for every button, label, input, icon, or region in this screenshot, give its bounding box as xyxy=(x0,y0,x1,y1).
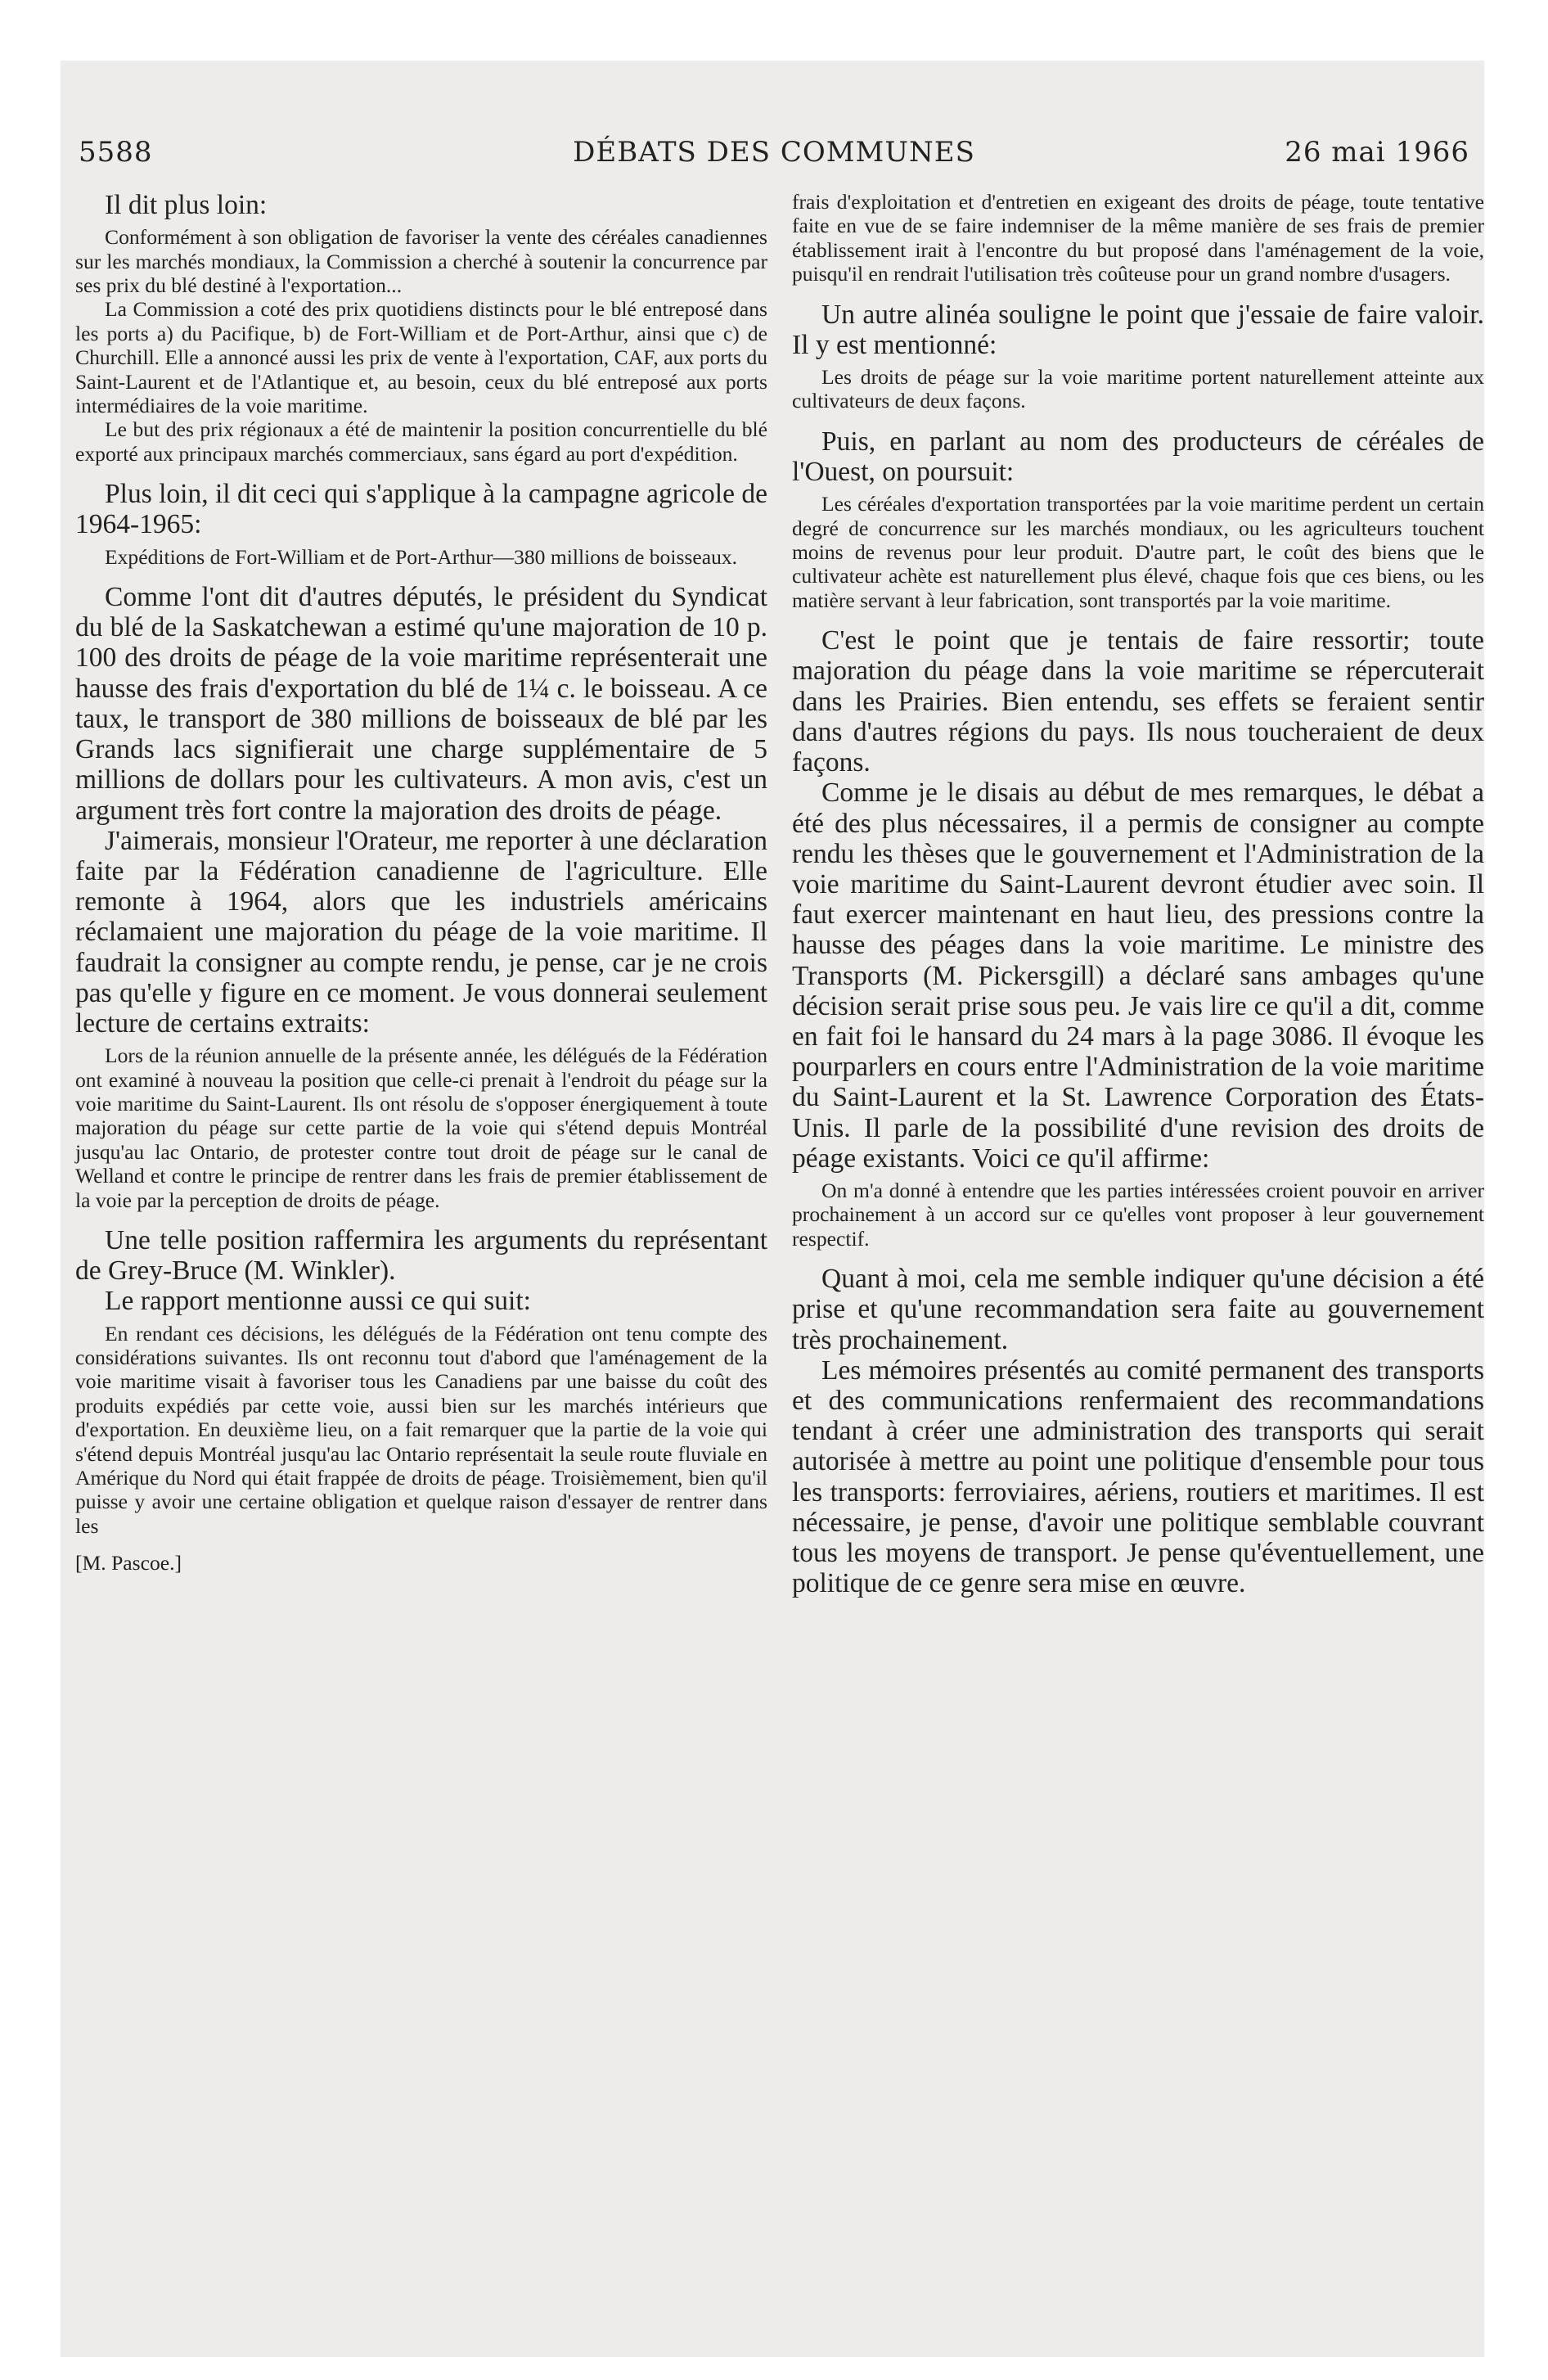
speech-paragraph: Quant à moi, cela me semble indiquer qu'une décision a été prise et qu'une recommandation sera faite au gouvernement très prochainement. xyxy=(792,1264,1484,1355)
left-column xyxy=(75,190,767,1575)
speech-paragraph: J'aimerais, monsieur l'Orateur, me reporter à une déclaration faite par la Fédération canadienne de l'agriculture. Elle remonte à 1964, alors que les industriels américains réclamaient une majoration du péage de la voie maritime. Il faudrait la consigner au compte rendu, je pense, car je ne crois pas qu'elle y figure en ce moment. Je vous donnerai seulement lecture de certains extraits: xyxy=(75,825,767,1039)
speech-paragraph: Un autre alinéa souligne le point que j'essaie de faire valoir. Il y est mentionné: xyxy=(792,299,1484,360)
running-title: DÉBATS DES COMMUNES xyxy=(573,136,975,169)
speech-paragraph: Puis, en parlant au nom des producteurs de céréales de l'Ouest, on poursuit: xyxy=(792,426,1484,488)
speech-paragraph: C'est le point que je tentais de faire ressortir; toute majoration du péage dans la voie maritime se répercuterait dans les Prairies. Bien entendu, ses effets se feraient sentir dans d'autres régions du pays. Ils nous toucheraient de deux façons. xyxy=(792,625,1484,778)
quoted-paragraph: Les droits de péage sur la voie maritime portent naturellement atteinte aux cultivateurs de deux façons. xyxy=(792,365,1484,413)
speech-paragraph: Une telle position raffermira les arguments du représentant de Grey-Bruce (M. Winkler). xyxy=(75,1224,767,1287)
quoted-paragraph: Le but des prix régionaux a été de maintenir la position concurrentielle du blé exporté aux principaux marchés commerciaux, sans égard au port d'expédition. xyxy=(75,417,767,466)
quoted-paragraph: La Commission a coté des prix quotidiens distincts pour le blé entreposé dans les ports a) du Pacifique, b) de Fort-William et de Port-Arthur, ainsi que c) de Churchill. Elle a annoncé aussi les prix de vente à l'exportation, CAF, aux ports du Saint-Laurent et de l'Atlantique et, au besoin, ceux du blé entreposé aux ports intermédiaires de la voie maritime. xyxy=(75,297,767,418)
speaker-tag: [M. Pascoe.] xyxy=(75,1551,182,1575)
page-number: 5588 xyxy=(79,136,153,169)
quoted-paragraph: Conformément à son obligation de favoriser la vente des céréales canadiennes sur les marchés mondiaux, la Commission a cherché à soutenir la concurrence par ses prix du blé destiné à l'exportation... xyxy=(75,225,767,298)
speech-paragraph: Il dit plus loin: xyxy=(105,190,268,220)
quoted-paragraph: Les céréales d'exportation transportées par la voie maritime perdent un certain degré de concurrence sur les marchés mondiaux, ou les agriculteurs touchent moins de revenus pour leur produit. D'autre part, le coût des biens que le cultivateur achète est naturellement plus élevé, chaque fois que ces biens, ou les matière servant à leur fabrication, sont transportés par la voie maritime. xyxy=(792,492,1484,612)
issue-date: 26 mai 1966 xyxy=(1285,136,1469,169)
speech-paragraph: Comme l'ont dit d'autres députés, le président du Syndicat du blé de la Saskatchewan a estimé qu'une majoration de 10 p. 100 des droits de péage de la voie maritime représenterait une hausse des frais d'exportation du blé de 1¼ c. le boisseau. A ce taux, le transport de 380 millions de boisseaux de blé par les Grands lacs signifierait une charge supplémentaire de 5 millions de dollars pour les cultivateurs. A mon avis, c'est un argument très fort contre la majoration des droits de péage. xyxy=(75,582,767,826)
speech-paragraph: Comme je le disais au début de mes remarques, le débat a été des plus nécessaires, il a permis de consigner au compte rendu les thèses que le gouvernement et l'Administration de la voie maritime du Saint-Laurent devront étudier avec soin. Il faut exercer maintenant en haut lieu, des pressions contre la hausse des péages dans la voie maritime. Le ministre des Transports (M. Pickersgill) a déclaré sans ambages qu'une décision serait prise sous peu. Je vais lire ce qu'il a dit, comme en fait foi le hansard du 24 mars à la page 3086. Il évoque les pourparlers en cours entre l'Administration de la voie maritime du Saint-Laurent et la St. Lawrence Corporation des États-Unis. Il parle de la possibilité d'une revision des droits de péage existants. Voici ce qu'il affirme: xyxy=(792,778,1484,1174)
speech-paragraph: Le rapport mentionne aussi ce qui suit: xyxy=(105,1286,531,1317)
speech-paragraph: Plus loin, il dit ceci qui s'applique à la campagne agricole de 1964-1965: xyxy=(75,479,767,540)
right-column xyxy=(792,190,1484,1598)
quoted-paragraph: En rendant ces décisions, les délégués de la Fédération ont tenu compte des considérations suivantes. Ils ont reconnu tout d'abord que l'aménagement de la voie maritime visait à favoriser tous les Canadiens par une baisse du coût des produits expédiés par cette voie, aussi bien sur les marchés intérieurs que d'exportation. En deuxième lieu, on a fait remarquer que la partie de la voie qui s'étend depuis Montréal jusqu'au lac Ontario représentait la seule route fluviale en Amérique du Nord qui était frappée de droits de péage. Troisièmement, bien qu'il puisse y avoir une certaine obligation et quelque raison d'essayer de rentrer dans les xyxy=(75,1321,767,1538)
quoted-paragraph: frais d'exploitation et d'entretien en exigeant des droits de péage, toute tentative faite en vue de se faire indemniser de la même manière de ses frais de premier établissement irait à l'encontre du but proposé dans l'aménagement de la voie, puisqu'il en rendrait l'utilisation très coûteuse pour un grand nombre d'usagers. xyxy=(792,190,1484,286)
quoted-paragraph: Expéditions de Fort-William et de Port-Arthur—380 millions de boisseaux. xyxy=(105,544,738,569)
quoted-paragraph: Lors de la réunion annuelle de la présente année, les délégués de la Fédération ont examiné à nouveau la position que celle-ci prenait à l'endroit du péage sur la voie maritime du Saint-Laurent. Ils ont résolu de s'opposer énergiquement à toute majoration du péage sur cette partie de la voie qui s'étend depuis Montréal jusqu'au lac Ontario, de protester contre tout droit de péage sur le canal de Welland et contre le principe de rentrer dans les frais de premier établissement de la voie par la perception de droits de péage. xyxy=(75,1044,767,1212)
speech-paragraph: Les mémoires présentés au comité permanent des transports et des communications renfermaient des recommandations tendant à créer une administration des transports qui serait autorisée à mettre au point une politique d'ensemble pour tous les transports: ferroviaires, aériens, routiers et maritimes. Il est nécessaire, je pense, d'avoir une politique semblable couvrant tous les moyens de transport. Je pense qu'éventuellement, une politique de ce genre sera mise en œuvre. xyxy=(792,1355,1484,1599)
quoted-paragraph: On m'a donné à entendre que les parties intéressées croient pouvoir en arriver prochainement à un accord sur ce qu'elles vont proposer à leur gouvernement respectif. xyxy=(792,1178,1484,1251)
